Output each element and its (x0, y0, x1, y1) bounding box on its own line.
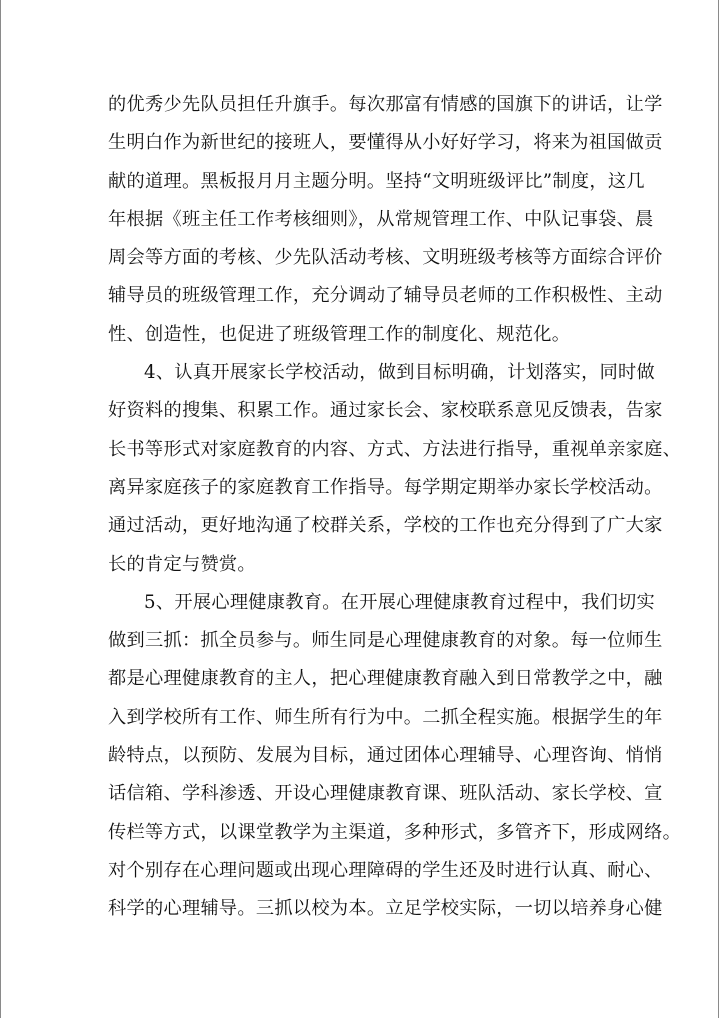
text-line: 入到学校所有工作、师生所有行为中。二抓全程实施。根据学生的年 (108, 706, 663, 728)
paragraph-5-first-line: 5、开展心理健康教育。在开展心理健康教育过程中，我们切实 (144, 591, 656, 613)
text-line: 生明白作为新世纪的接班人，要懂得从小好好学习，将来为祖国做贡 (108, 132, 663, 154)
text-line: 传栏等方式，以课堂教学为主渠道，多种形式，多管齐下，形成网络。 (108, 821, 682, 843)
text-line: 话信箱、学科渗透、开设心理健康教育课、班队活动、家长学校、宣 (108, 783, 663, 805)
text-line: 长书等形式对家庭教育的内容、方式、方法进行指导，重视单亲家庭、 (108, 438, 682, 460)
text-line: 对个别存在心理问题或出现心理障碍的学生还及时进行认真、耐心、 (108, 859, 663, 881)
text-line: 科学的心理辅导。三抓以校为本。立足学校实际，一切以培养身心健 (108, 898, 663, 920)
text-line: 做到三抓：抓全员参与。师生同是心理健康教育的对象。每一位师生 (108, 630, 663, 652)
text-line: 周会等方面的考核、少先队活动考核、文明班级考核等方面综合评价 (108, 247, 663, 269)
text-line: 献的道理。黑板报月月主题分明。坚持“文明班级评比”制度，这几 (108, 170, 645, 192)
page-border-left (0, 0, 1, 1018)
text-line: 离异家庭孩子的家庭教育工作指导。每学期定期举办家长学校活动。 (108, 476, 663, 498)
text-line: 都是心理健康教育的主人，把心理健康教育融入到日常教学之中，融 (108, 668, 663, 690)
text-line: 的优秀少先队员担任升旗手。每次那富有情感的国旗下的讲话，让学 (108, 94, 663, 115)
text-line: 龄特点，以预防、发展为目标，通过团体心理辅导、心理咨询、悄悄 (108, 745, 663, 767)
paragraph-4-first-line: 4、认真开展家长学校活动，做到目标明确，计划落实，同时做 (144, 362, 656, 384)
page-border-right (718, 0, 719, 1018)
text-line: 长的肯定与赞赏。 (108, 553, 256, 575)
text-line: 好资料的搜集、积累工作。通过家长会、家校联系意见反馈表，告家 (108, 400, 663, 422)
text-line: 年根据《班主任工作考核细则》，从常规管理工作、中队记事袋、晨 (108, 208, 654, 230)
text-line: 辅导员的班级管理工作，充分调动了辅导员老师的工作积极性、主动 (108, 285, 663, 307)
body-text (108, 86, 682, 929)
text-line: 性、创造性，也促进了班级管理工作的制度化、规范化。 (108, 323, 571, 345)
text-line: 通过活动，更好地沟通了校群关系，学校的工作也充分得到了广大家 (108, 515, 663, 537)
